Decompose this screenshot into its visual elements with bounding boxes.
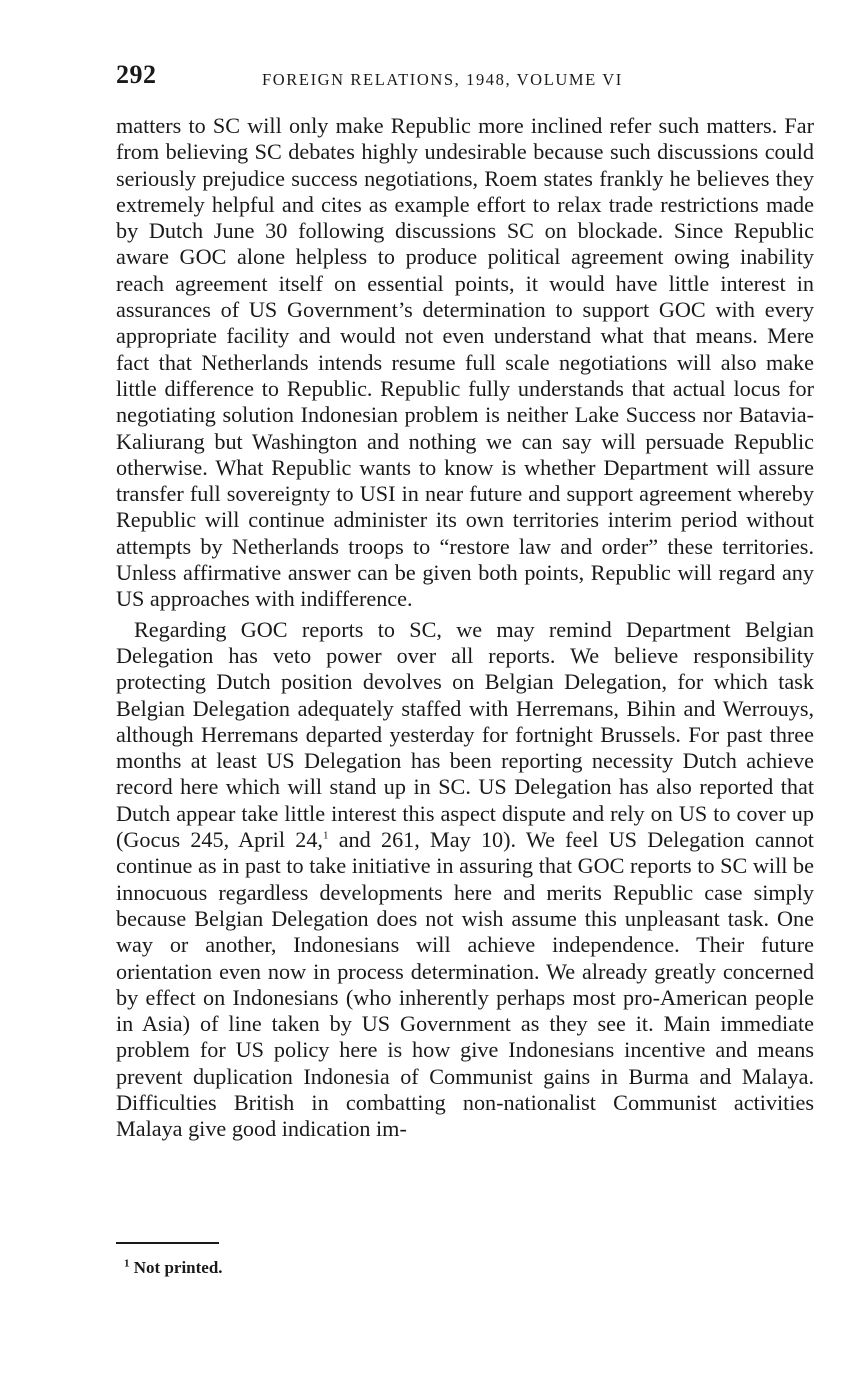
running-head: FOREIGN RELATIONS, 1948, VOLUME VI — [262, 70, 623, 89]
page-header — [116, 60, 816, 100]
paragraph-2 — [116, 617, 814, 1143]
footnote — [124, 1258, 223, 1278]
footnote-text: Not printed. — [133, 1258, 223, 1277]
footnote-reference: 1 — [322, 829, 329, 842]
body-text — [116, 113, 814, 1143]
paragraph-2-part-1: Regarding GOC reports to SC, we may remind Department Belgian Delegation has veto power over all reports. We believe responsibility protecting Dutch position devolves on Belgian Delegation, for which task Belgian Delegation adequately staffed with Herremans, Bihin and Werrouys, although Herremans departed yesterday for fortnight Brussels. For past three months at least US Delegation has been reporting necessity Dutch achieve record here which will stand up in SC. US Delegation has also reported that Dutch appear take little interest this aspect dispute and rely on US to cover up (Gocus 245, April 24, — [116, 616, 814, 853]
page-number: 292 — [116, 60, 157, 89]
footnote-marker: 1 — [124, 1257, 130, 1270]
paragraph-2-part-2: and 261, May 10). We feel US Delegation cannot continue as in past to take initiative in assuring that GOC reports to SC will be innocuous regardless developments here and merits Republic case simply because Belgian Delegation does not wish assume this unpleasant task. One way or another, Indonesians will achieve independence. Their future orientation even now in process determination. We already greatly concerned by effect on Indonesians (who inherently perhaps most pro-American people in Asia) of line taken by US Government as they see it. Main immediate problem for US policy here is how give Indonesians incentive and means prevent duplication Indonesia of Communist gains in Burma and Malaya. Difficulties British in combatting non-nationalist Communist activities Malaya give good indication im- — [116, 827, 814, 1142]
footnote-divider — [116, 1242, 219, 1244]
paragraph-1: matters to SC will only make Republic more inclined refer such matters. Far from believing SC debates highly undesirable because such discussions could seriously prejudice success negotiations, Roem states frankly he believes they extremely helpful and cites as example effort to relax trade restrictions made by Dutch June 30 following discussions SC on blockade. Since Republic aware GOC alone helpless to produce political agreement owing inability reach agreement itself on essential points, it would have little interest in assurances of US Government’s determination to support GOC with every appropriate facility and would not even understand what that means. Mere fact that Netherlands intends resume full scale negotiations will also make little difference to Republic. Republic fully understands that actual locus for negotiating solution Indonesian problem is neither Lake Success nor Batavia-Kaliurang but Washington and nothing we can say will persuade Republic otherwise. What Republic wants to know is whether Department will assure transfer full sovereignty to USI in near future and support agreement whereby Republic will continue administer its own territories interim period without attempts by Netherlands troops to “restore law and order” these territories. Unless affirmative answer can be given both points, Republic will regard any US approaches with indifference. — [116, 113, 814, 612]
